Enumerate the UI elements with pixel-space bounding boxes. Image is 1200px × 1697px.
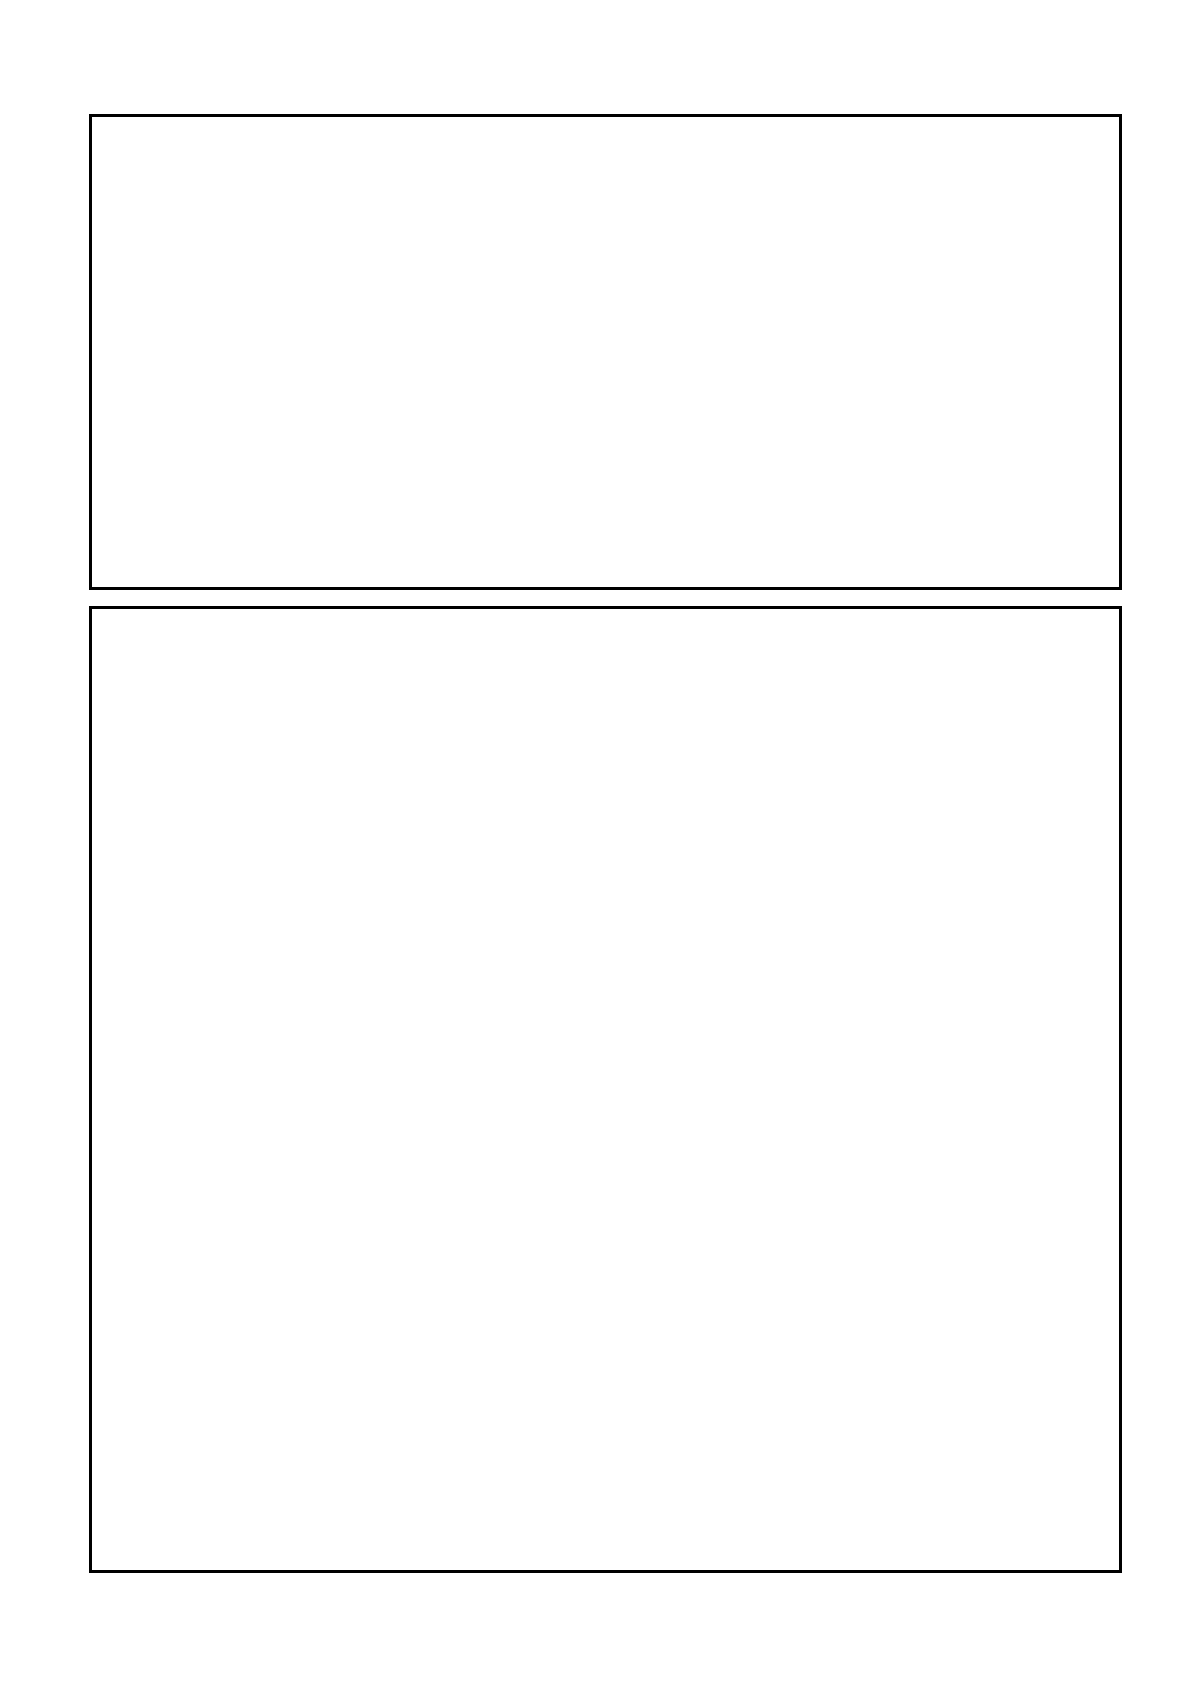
match-score-table — [89, 606, 1122, 1573]
round-robin-table — [89, 114, 1122, 590]
